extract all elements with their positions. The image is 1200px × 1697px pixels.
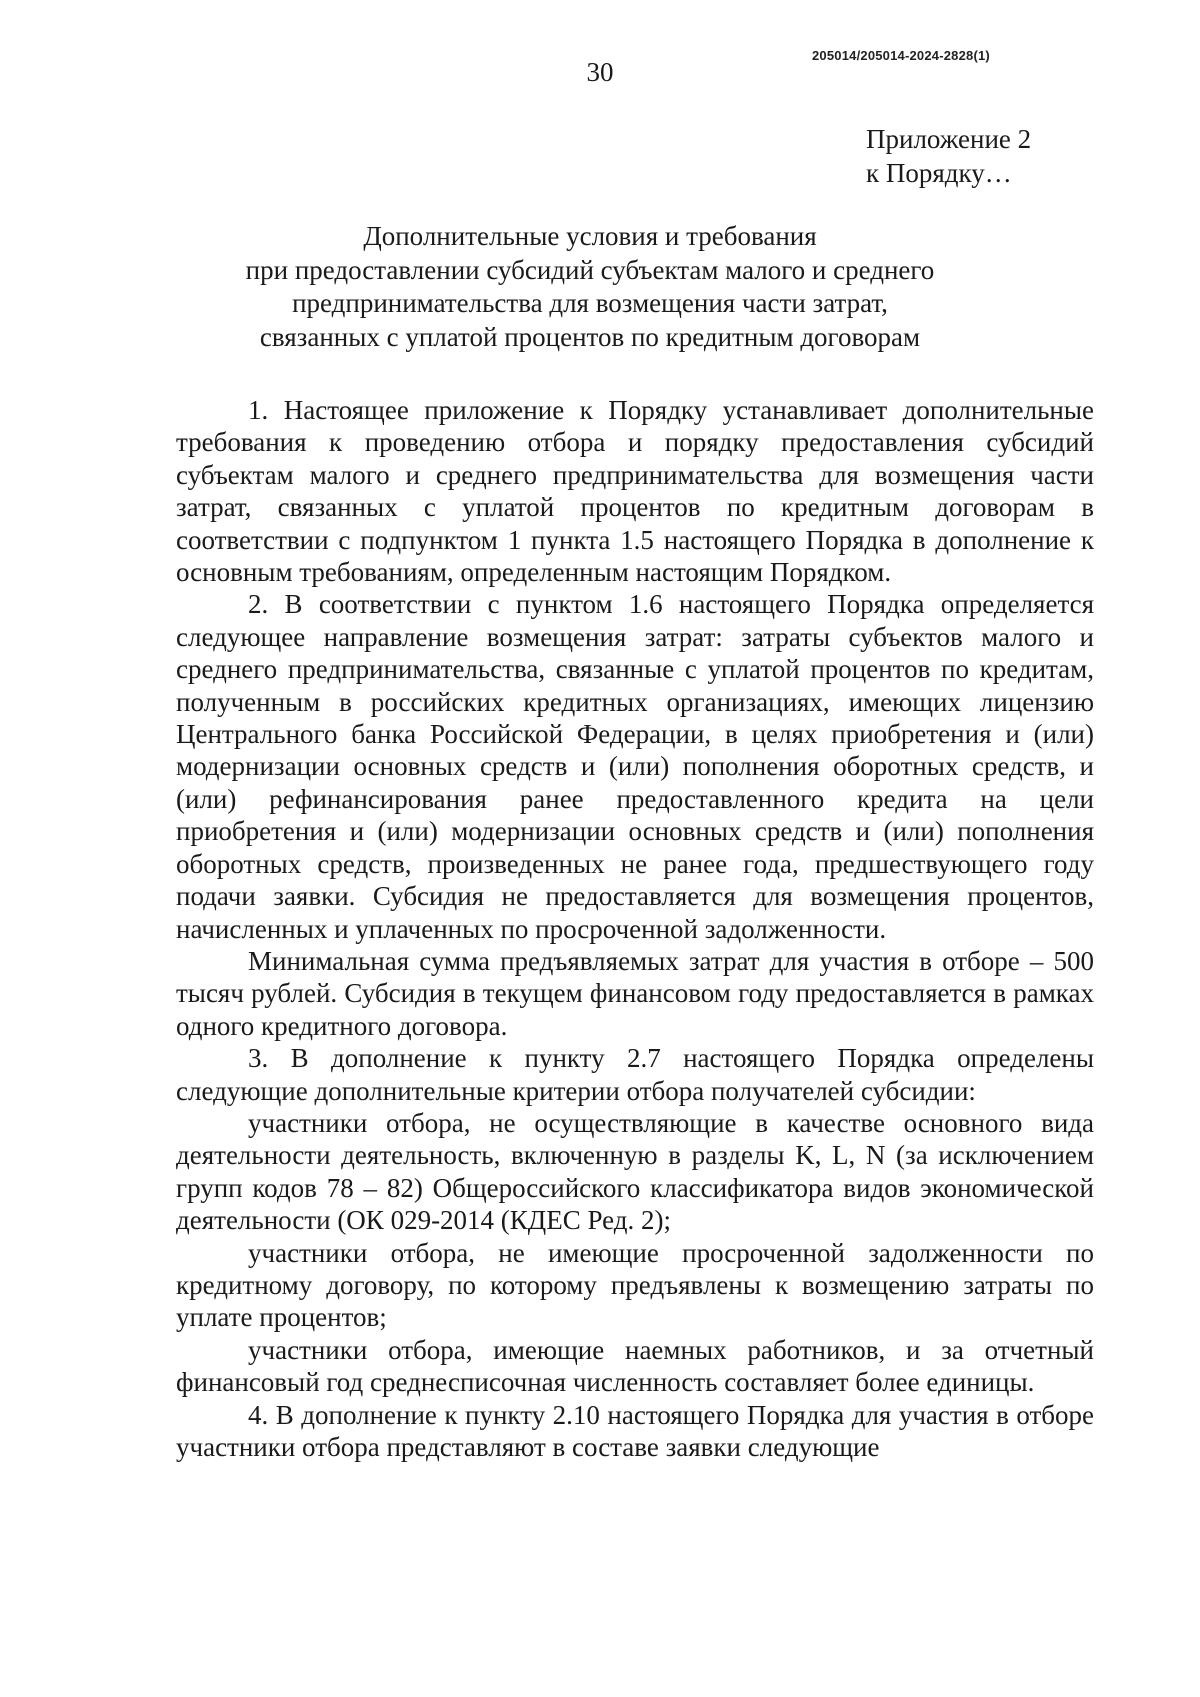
paragraph: Минимальная сумма предъявляемых затрат для участия в отборе – 500 тысяч рублей. Субсидия в текущем финансовом году предоставляется в рамках одного кредитного договора. xyxy=(176,945,1094,1041)
paragraph: 4. В дополнение к пункту 2.10 настоящего Порядка для участия в отборе участники отбора представляют в составе заявки следующие xyxy=(176,1399,1094,1462)
paragraph: 2. В соответствии с пунктом 1.6 настоящего Порядка определяется следующее направление возмещения затрат: затраты субъектов малого и среднего предпринимательства, связанные с уплатой процентов по кредитам, полученным в российских кредитных организациях, имеющих лицензию Центрального банка Российской Федерации, в целях приобретения и (или) модернизации основных средств и (или) пополнения оборотных средств, и (или) рефинансирования ранее предоставленного кредита на цели приобретения и (или) модернизации основных средств и (или) пополнения оборотных средств, произведенных не ранее года, предшествующего году подачи заявки. Субсидия не предоставляется для возмещения процентов, начисленных и уплаченных по просроченной задолженности. xyxy=(176,589,1094,944)
appendix-reference xyxy=(866,122,1031,190)
document-body xyxy=(176,394,1094,1463)
paragraph: 3. В дополнение к пункту 2.7 настоящего Порядка определены следующие дополнительные критерии отбора получателей субсидии: xyxy=(176,1043,1094,1106)
title-line: предпринимательства для возмещения части затрат, xyxy=(292,288,888,318)
page-number: 30 xyxy=(586,57,614,87)
paragraph: участники отбора, имеющие наемных работников, и за отчетный финансовый год среднесписочная численность составляет более единицы. xyxy=(176,1334,1094,1398)
title-line: связанных с уплатой процентов по кредитным договорам xyxy=(259,321,921,352)
document-title xyxy=(150,220,1030,354)
paragraph: участники отбора, не имеющие просроченной задолженности по кредитному договору, по которому предъявлены к возмещению затраты по уплате процентов; xyxy=(176,1237,1094,1333)
document-code: 205014/205014-2024-2828(1) xyxy=(812,48,990,63)
paragraph: 1. Настоящее приложение к Порядку устанавливает дополнительные требования к проведению отбора и порядку предоставления субсидий субъектам малого и среднего предпринимательства для возмещения части затрат, связанных с уплатой процентов по кредитным договорам в соответствии с подпунктом 1 пункта 1.5 настоящего Порядка в дополнение к основным требованиям, определенным настоящим Порядком. xyxy=(176,395,1094,588)
appendix-line: Приложение 2 xyxy=(866,124,1032,154)
appendix-line: к Порядку… xyxy=(866,158,1012,188)
title-line: Дополнительные условия и требования xyxy=(363,221,817,251)
paragraph: участники отбора, не осуществляющие в качестве основного вида деятельности деятельность, включенную в разделы K, L, N (за исключением групп кодов 78 – 82) Общероссийского классификатора видов экономической деятельности (ОК 029-2014 (КДЕС Ред. 2); xyxy=(176,1107,1094,1236)
title-line: при предоставлении субсидий субъектам малого и среднего xyxy=(245,254,935,285)
